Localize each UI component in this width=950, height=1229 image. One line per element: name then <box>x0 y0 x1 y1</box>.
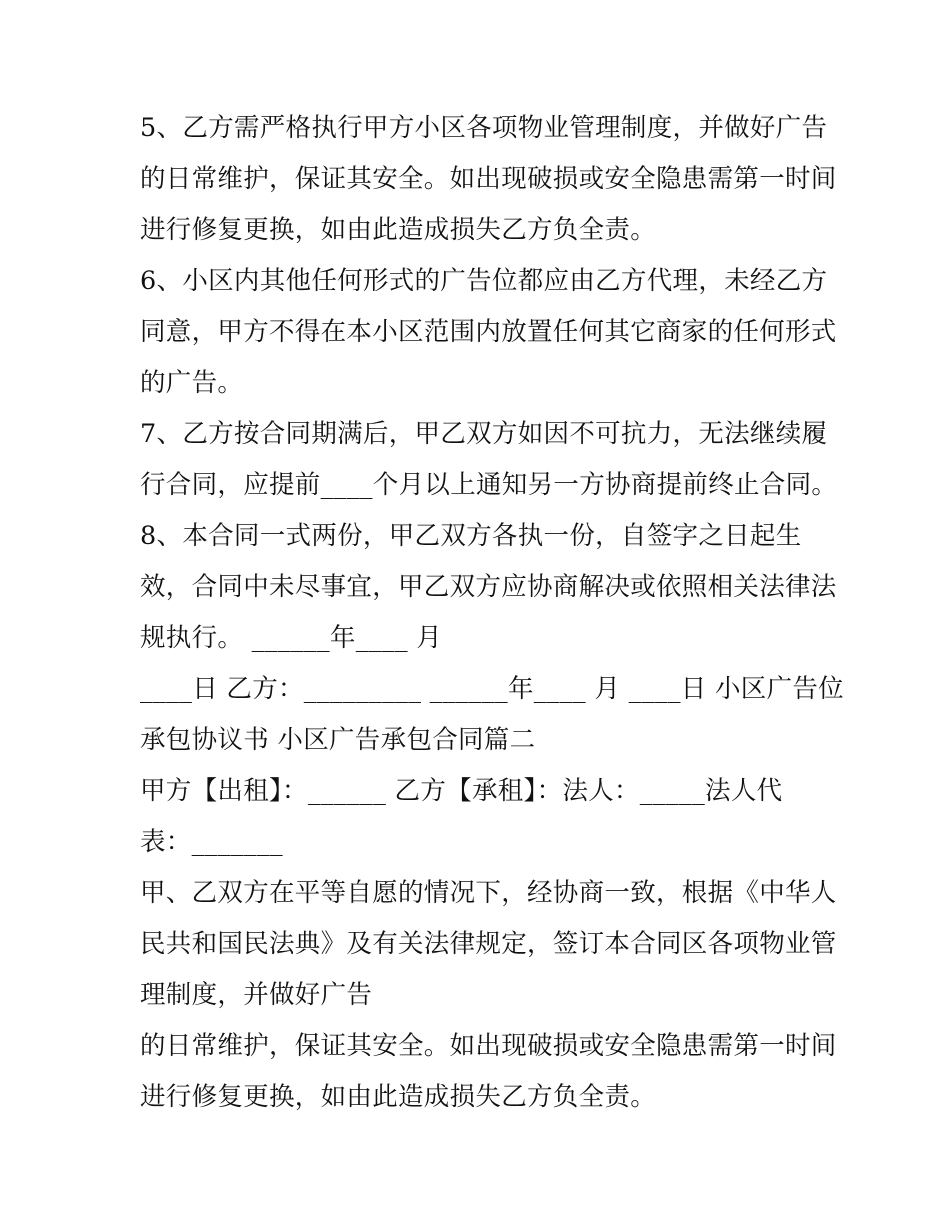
text-line: 理制度，并做好广告 <box>140 980 373 1010</box>
text-line: 6、小区内其他任何形式的广告位都应由乙方代理，未经乙方 <box>140 266 828 296</box>
text-line: 7、乙方按合同期满后，甲乙双方如因不可抗力，无法继续履 <box>140 419 828 449</box>
document-body <box>140 103 844 1123</box>
text-line: ____日 乙方：_________ ______年____ 月 ____日 小区广告位 <box>140 674 844 704</box>
text-line: 甲方【出租】：______ 乙方【承租】：法人：_____法人代 <box>140 776 783 806</box>
text-line: 进行修复更换，如由此造成损失乙方负全责。 <box>140 1082 657 1112</box>
text-line: 的日常维护，保证其安全。如出现破损或安全隐患需第一时间 <box>140 164 837 194</box>
text-line: 表：_______ <box>140 827 283 857</box>
text-line: 民共和国民法典》及有关法律规定，签订本合同区各项物业管 <box>140 929 837 959</box>
text-line: 承包协议书 小区广告承包合同篇二 <box>140 725 536 755</box>
text-line: 规执行。 ______年____ 月 <box>140 623 443 653</box>
text-line: 甲、乙双方在平等自愿的情况下，经协商一致，根据《中华人 <box>140 878 837 908</box>
text-line: 同意，甲方不得在本小区范围内放置任何其它商家的任何形式 <box>140 317 837 347</box>
text-line: 8、本合同一式两份，甲乙双方各执一份，自签字之日起生 <box>140 521 802 551</box>
text-line: 的日常维护，保证其安全。如出现破损或安全隐患需第一时间 <box>140 1031 837 1061</box>
text-line: 5、乙方需严格执行甲方小区各项物业管理制度，并做好广告 <box>140 113 828 143</box>
text-line: 行合同，应提前____个月以上通知另一方协商提前终止合同。 <box>140 470 838 500</box>
text-line: 进行修复更换，如由此造成损失乙方负全责。 <box>140 215 657 245</box>
text-line: 效，合同中未尽事宜，甲乙双方应协商解决或依照相关法律法 <box>140 572 837 602</box>
text-line: 的广告。 <box>140 368 244 398</box>
